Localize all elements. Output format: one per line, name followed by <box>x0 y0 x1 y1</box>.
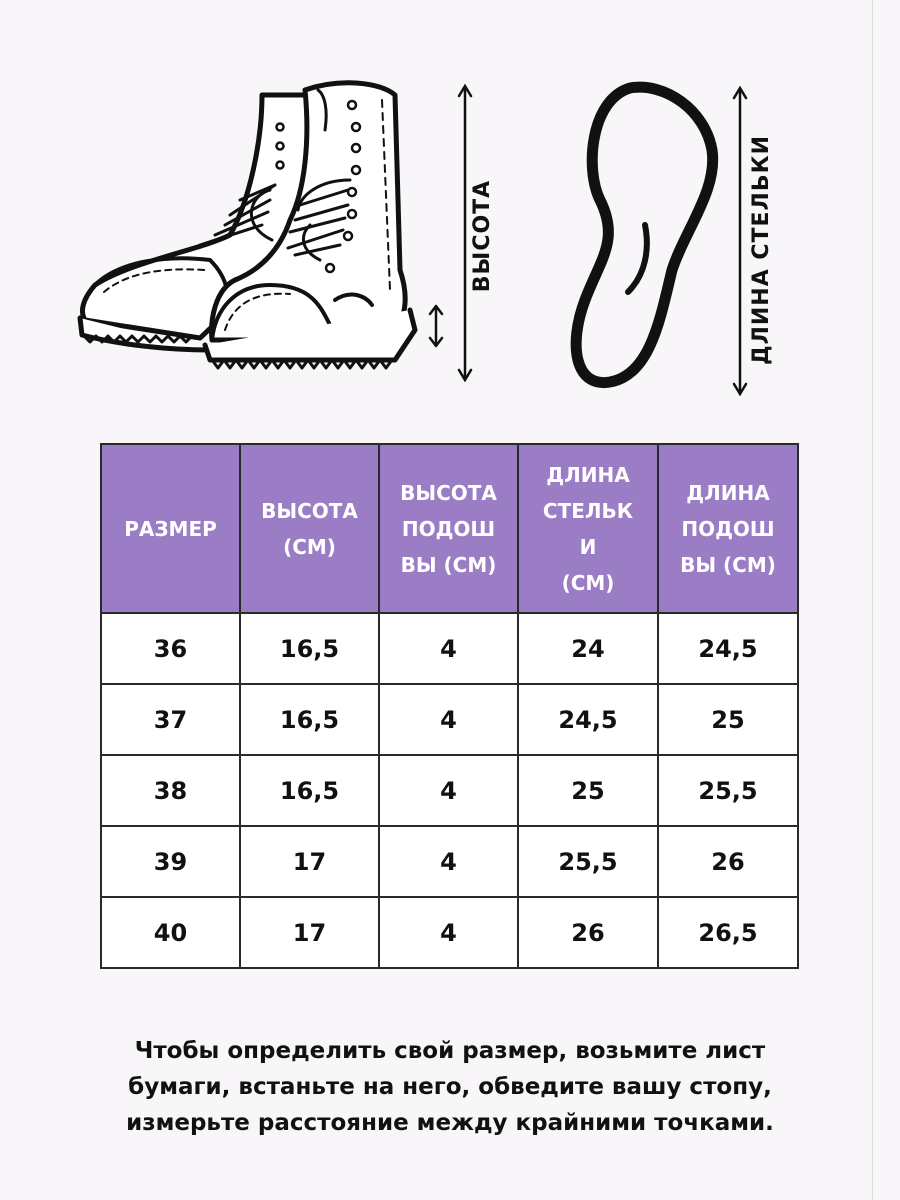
insole-length-label: ДЛИНА СТЕЛЬКИ <box>749 135 774 365</box>
cell-insole-length: 26 <box>518 897 658 968</box>
cell-height: 16,5 <box>240 613 379 684</box>
cell-sole-length: 26 <box>658 826 798 897</box>
table-header-row <box>101 444 798 613</box>
cell-height: 16,5 <box>240 755 379 826</box>
cell-sole-height: 4 <box>379 613 518 684</box>
table-row <box>101 755 798 826</box>
header-sole-length: ДЛИНА ПОДОШ ВЫ (СМ) <box>658 444 798 613</box>
size-table <box>100 443 799 969</box>
instructions-line: измерьте расстояние между крайними точками. <box>126 1110 774 1136</box>
cell-sole-height: 4 <box>379 755 518 826</box>
cell-insole-length: 24,5 <box>518 684 658 755</box>
cell-sole-length: 24,5 <box>658 613 798 684</box>
cell-size: 40 <box>101 897 240 968</box>
header-sole-height: ВЫСОТА ПОДОШ ВЫ (СМ) <box>379 444 518 613</box>
cell-size: 39 <box>101 826 240 897</box>
cell-insole-length: 25,5 <box>518 826 658 897</box>
cell-size: 36 <box>101 613 240 684</box>
table-row <box>101 684 798 755</box>
cell-sole-length: 25,5 <box>658 755 798 826</box>
cell-sole-height: 4 <box>379 826 518 897</box>
cell-size: 37 <box>101 684 240 755</box>
cell-sole-height: 4 <box>379 684 518 755</box>
insole-arrow-icon <box>734 88 746 394</box>
cell-height: 17 <box>240 897 379 968</box>
cell-size: 38 <box>101 755 240 826</box>
cell-height: 17 <box>240 826 379 897</box>
instructions-line: бумаги, встаньте на него, обведите вашу стопу, <box>128 1074 772 1100</box>
cell-sole-height: 4 <box>379 897 518 968</box>
cell-insole-length: 25 <box>518 755 658 826</box>
table-row <box>101 897 798 968</box>
cell-height: 16,5 <box>240 684 379 755</box>
instructions-line: Чтобы определить свой размер, возьмите лист <box>134 1038 766 1064</box>
table-row <box>101 826 798 897</box>
cell-sole-length: 25 <box>658 684 798 755</box>
cell-insole-length: 24 <box>518 613 658 684</box>
table-row <box>101 613 798 684</box>
cell-sole-length: 26,5 <box>658 897 798 968</box>
insole-icon <box>576 87 713 382</box>
instructions-text <box>60 1033 840 1141</box>
header-insole-length: ДЛИНА СТЕЛЬК И (СМ) <box>518 444 658 613</box>
boots-icon <box>80 83 442 368</box>
height-label: ВЫСОТА <box>470 179 495 293</box>
header-size: РАЗМЕР <box>101 444 240 613</box>
header-height: ВЫСОТА (СМ) <box>240 444 379 613</box>
